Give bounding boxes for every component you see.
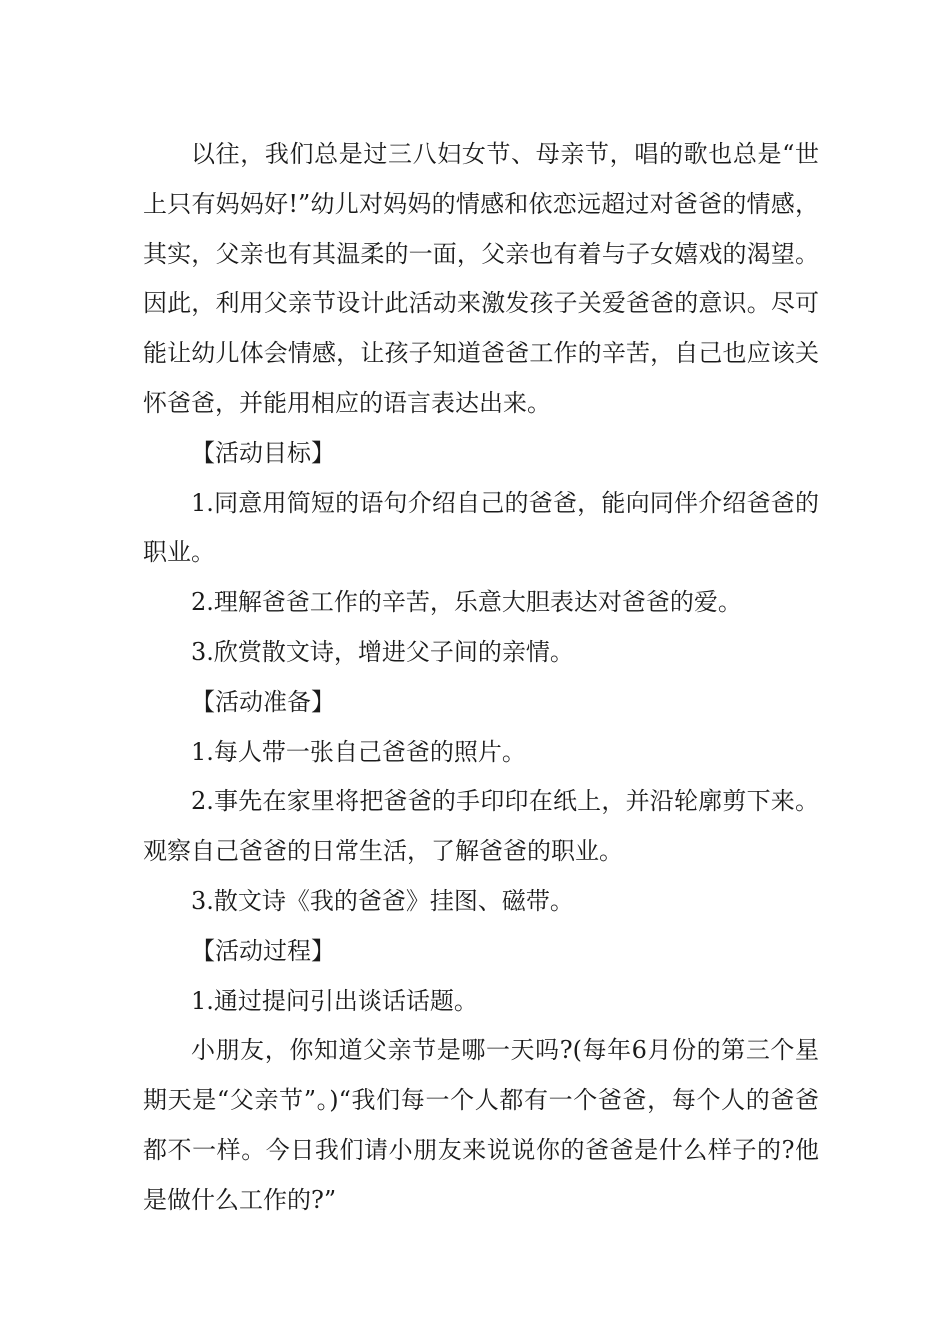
preparation-item-2: 2.事先在家里将把爸爸的手印印在纸上，并沿轮廓剪下来。观察自己爸爸的日常生活，了解爸爸的职业。: [143, 787, 819, 866]
goal-item-2: 2.理解爸爸工作的辛苦，乐意大胆表达对爸爸的爱。: [191, 588, 742, 617]
section-heading-goals: 【活动目标】: [191, 438, 335, 467]
section-heading-process: 【活动过程】: [191, 936, 335, 965]
process-item-1: 1.通过提问引出谈话话题。: [191, 986, 478, 1015]
process-paragraph: 小朋友，你知道父亲节是哪一天吗?(每年6月份的第三个星期天是“父亲节”。)“我们每一个人都有一个爸爸，每个人的爸爸都不一样。今日我们请小朋友来说说你的爸爸是什么样子的?他是做什么工作的?”: [143, 1036, 819, 1214]
goal-item-3: 3.欣赏散文诗，增进父子间的亲情。: [191, 637, 574, 666]
intro-paragraph: 以往，我们总是过三八妇女节、母亲节，唱的歌也总是“世上只有妈妈好!”幼儿对妈妈的情感和依恋远超过对爸爸的情感，其实，父亲也有其温柔的一面，父亲也有着与子女嬉戏的渴望。因此，利用父亲节设计此活动来激发孩子关爱爸爸的意识。尽可能让幼儿体会情感，让孩子知道爸爸工作的辛苦，自己也应该关怀爸爸，并能用相应的语言表达出来。: [143, 140, 819, 417]
goal-item-1: 1.同意用简短的语句介绍自己的爸爸，能向同伴介绍爸爸的职业。: [143, 488, 819, 567]
preparation-item-3: 3.散文诗《我的爸爸》挂图、磁带。: [191, 886, 574, 915]
preparation-item-1: 1.每人带一张自己爸爸的照片。: [191, 737, 526, 766]
section-heading-preparation: 【活动准备】: [191, 687, 335, 716]
document-page: [143, 130, 819, 1226]
